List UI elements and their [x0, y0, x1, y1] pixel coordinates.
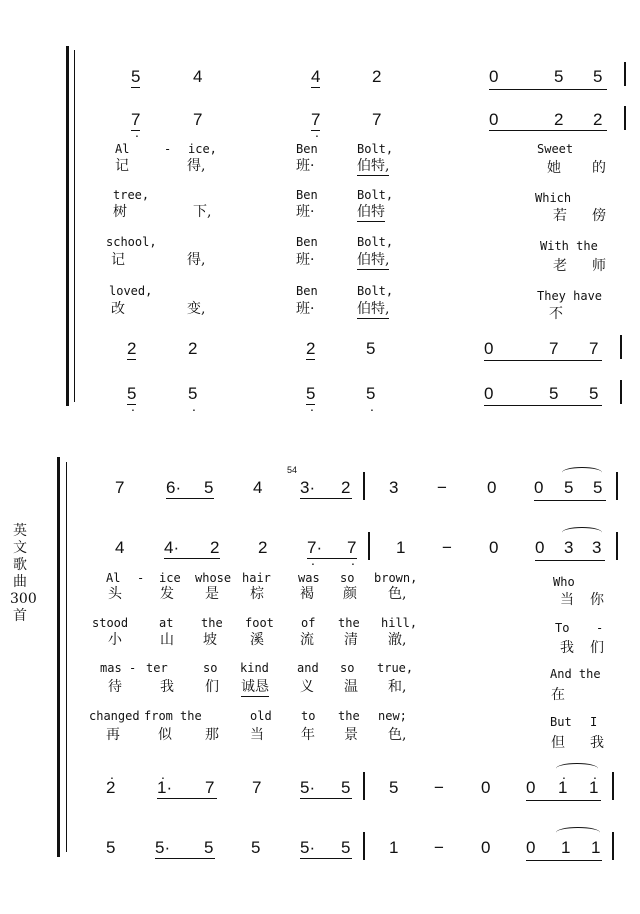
- s2-r3-n4: 7: [252, 778, 262, 797]
- s2-r1-n11: 5: [564, 478, 574, 497]
- s1-v3-en-2: Ben: [296, 235, 318, 249]
- s1-v2-cn-1: 树: [113, 204, 127, 220]
- s1-v4-cn-5: 不: [549, 306, 563, 322]
- s2-v2-en-3: the: [201, 616, 223, 630]
- s2-r2-beam: [535, 560, 605, 561]
- s2-v4-cn-7: 色,: [388, 727, 407, 743]
- s2-r1-bar1: [363, 472, 365, 500]
- s1-r2-n5: 0: [489, 110, 499, 129]
- s1-v1-cn-5: 她: [547, 160, 561, 176]
- s2-r3-bar2: [612, 772, 614, 800]
- s1-r2-barline: [624, 106, 626, 130]
- s2-v4-en-1: changed: [89, 709, 140, 723]
- s2-v4-cn-8: 但: [551, 735, 565, 751]
- s2-r4-n9: 0: [481, 838, 491, 857]
- s2-v3-cn-6: 温: [344, 679, 358, 695]
- s1-r4-beam: [484, 405, 602, 406]
- s2-r2-n1: 4: [115, 538, 125, 557]
- s2-r3-n10: 0: [526, 778, 536, 797]
- s1-v3-en-3: Bolt,: [357, 235, 394, 249]
- s2-r1-n10: 0: [534, 478, 544, 497]
- s2-v1-cn-5: 褐: [300, 586, 314, 602]
- s2-r4-n12: 1: [591, 838, 601, 857]
- s2-v3-cn-2: 我: [160, 679, 174, 695]
- s1-v2-cn-5: 若: [553, 208, 567, 224]
- s2-v1-cn-8: 当: [560, 592, 574, 608]
- s2-r3-n1: . 2: [106, 779, 115, 797]
- s2-r2-n11: 3: [564, 538, 574, 557]
- s2-v2-en-4: foot: [245, 616, 274, 630]
- s2-v2-cn-4: 溪: [250, 632, 264, 648]
- system2-brace: [57, 457, 60, 857]
- s2-r2-n10: 0: [535, 538, 545, 557]
- s2-r4-n5: 5·: [300, 839, 352, 859]
- s2-v3-cn-8: 在: [551, 687, 565, 703]
- s1-v2-en-2: Ben: [296, 188, 318, 202]
- s2-v1-cn-4: 棕: [250, 586, 264, 602]
- s2-v4-cn-1: 再: [106, 727, 120, 743]
- s2-v3-en-1: mas: [100, 661, 122, 675]
- s2-v1-cn-9: 你: [590, 592, 604, 608]
- s2-r1-n6: 2: [341, 478, 351, 497]
- s1-v1-en-5: Bolt,: [357, 142, 394, 156]
- s2-v2-en-8: To: [555, 621, 570, 635]
- s2-r4-n2: 5·: [155, 839, 215, 859]
- s2-r1-n8: −: [437, 478, 447, 497]
- s2-r1-tie: [562, 467, 602, 478]
- s2-v2-cn-9: 们: [590, 640, 604, 656]
- s1-v3-cn-4: 伯特,: [357, 252, 390, 268]
- s1-v4-cn-1: 改: [111, 301, 125, 317]
- s2-v3-en-2: -: [129, 661, 137, 675]
- s1-r3-n4: 5: [366, 339, 376, 358]
- s2-v3-cn-4: 诚恳: [241, 679, 269, 695]
- s2-v2-en-6: the: [338, 616, 360, 630]
- s2-v4-cn-4: 当: [250, 727, 264, 743]
- s2-r4-n10: 0: [526, 838, 536, 857]
- s1-r4-n1: 5 .: [127, 385, 136, 405]
- s1-v1-en-1: Al: [115, 142, 130, 156]
- s2-v2-cn-2: 山: [160, 632, 174, 648]
- s2-v3-en-8: true,: [377, 661, 414, 675]
- s2-r3-n2: . 1·: [157, 779, 217, 799]
- s1-v4-en-4: They have: [537, 289, 603, 303]
- s2-r2-tie: [562, 527, 602, 538]
- s1-v2-en-1: tree,: [113, 188, 150, 202]
- s2-r1-n5: 3·: [300, 479, 352, 499]
- s1-v1-en-2: -: [164, 142, 172, 156]
- s2-v2-en-7: hill,: [381, 616, 418, 630]
- s1-v1-en-4: Ben: [296, 142, 318, 156]
- s2-v3-en-3: ter: [146, 661, 168, 675]
- s1-v3-cn-5: 老: [553, 258, 567, 274]
- s2-r3-n7: 5: [389, 778, 399, 797]
- s1-r1-n2: 4: [193, 67, 203, 86]
- s1-v3-en-4: With the: [540, 239, 598, 253]
- s1-r1-n4: 2: [372, 67, 382, 86]
- s2-v4-en-9: I: [590, 715, 598, 729]
- s2-v3-en-7: so: [340, 661, 355, 675]
- s2-v2-cn-6: 清: [344, 632, 358, 648]
- s2-r2-bar1: [368, 532, 370, 560]
- s2-v3-en-5: kind: [240, 661, 269, 675]
- s2-v2-cn-3: 坡: [203, 632, 217, 648]
- s1-v1-cn-4: 伯特,: [357, 158, 390, 174]
- s1-v3-cn-3: 班·: [296, 252, 315, 268]
- s2-v2-en-2: at: [159, 616, 174, 630]
- s2-v1-en-6: was: [298, 571, 320, 585]
- s2-r4-tie: [556, 827, 600, 838]
- s2-v4-en-4: old: [250, 709, 272, 723]
- s2-v2-en-5: of: [301, 616, 316, 630]
- s1-r3-n7: 7: [589, 339, 599, 358]
- s1-r2-n2: 7: [193, 110, 203, 129]
- s2-v1-en-3: ice: [159, 571, 181, 585]
- s2-v4-cn-5: 年: [301, 727, 315, 743]
- s2-r2-n9: 0: [489, 538, 499, 557]
- s1-r3-barline: [620, 335, 622, 359]
- s1-r1-n1: 5: [131, 67, 141, 86]
- s1-v3-cn-2: 得,: [187, 252, 206, 268]
- s2-r3-n5: 5·: [300, 779, 352, 799]
- s1-v2-cn-2: 下,: [193, 204, 212, 220]
- s1-v4-en-1: loved,: [109, 284, 153, 298]
- s2-r3-tie: [556, 763, 598, 774]
- s2-v4-en-8: But: [550, 715, 572, 729]
- s2-r4-n4: 5: [251, 838, 261, 857]
- s2-v3-cn-5: 义: [300, 679, 314, 695]
- s2-r4-n1: 5: [106, 838, 116, 857]
- s2-r1-bar2: [616, 472, 618, 500]
- s1-r2-n4: 7: [372, 110, 382, 129]
- s1-v3-en-1: school,: [106, 235, 157, 249]
- s2-v1-en-7: so: [340, 571, 355, 585]
- s1-r2-n6: 2: [554, 110, 564, 129]
- s2-v4-cn-6: 景: [344, 727, 358, 743]
- s2-v3-en-4: so: [203, 661, 218, 675]
- s2-v4-en-3: the: [180, 709, 202, 723]
- s2-r4-beam: [526, 860, 602, 861]
- s2-r4-n3: 5: [204, 838, 214, 857]
- s2-v4-en-2: from: [144, 709, 173, 723]
- s2-v3-cn-3: 们: [205, 679, 219, 695]
- s2-v1-en-2: -: [137, 571, 145, 585]
- s2-r2-n8: −: [442, 538, 452, 557]
- s2-v3-en-6: and: [297, 661, 319, 675]
- s2-v1-en-4: whose: [195, 571, 232, 585]
- s2-v4-en-5: to: [301, 709, 316, 723]
- s1-v4-cn-2: 变,: [187, 301, 206, 317]
- s2-r3-n3: 7: [205, 778, 215, 797]
- s1-r2-beam: [489, 130, 607, 131]
- s2-r4-bar1: [363, 832, 365, 860]
- s1-v1-cn-1: 记: [115, 158, 129, 174]
- s1-r1-n5: 0: [489, 67, 499, 86]
- s2-r2-n6: 7 .: [347, 539, 356, 557]
- s1-r4-n6: 5: [549, 384, 559, 403]
- s2-r2-n3: 2: [210, 538, 220, 557]
- s1-r4-n2: 5 .: [188, 385, 197, 403]
- s2-r3-n12: . 1: [589, 779, 598, 797]
- s1-v4-cn-4: 伯特,: [357, 301, 390, 317]
- s1-r3-n5: 0: [484, 339, 494, 358]
- system1-brace-line: [74, 50, 75, 402]
- s2-r2-n12: 3: [592, 538, 602, 557]
- s1-r3-n1: 2: [127, 339, 137, 358]
- s2-r3-n6: 5: [341, 778, 351, 797]
- s1-r1-beam: [489, 89, 607, 90]
- s2-v2-en-1: stood: [92, 616, 129, 630]
- s2-v1-cn-2: 发: [160, 586, 174, 602]
- s1-r1-n6: 5: [554, 67, 564, 86]
- s2-v2-cn-7: 澈,: [388, 632, 407, 648]
- s2-r2-bar2: [616, 532, 618, 560]
- s1-r4-n4: 5 .: [366, 385, 375, 403]
- s1-v2-cn-4: 伯特: [357, 204, 385, 220]
- s2-v4-en-6: the: [338, 709, 360, 723]
- s1-v1-cn-6: 的: [592, 160, 606, 176]
- s2-v2-cn-1: 小: [108, 632, 122, 648]
- s2-v2-cn-8: 我: [560, 640, 574, 656]
- s2-v1-en-9: Who: [553, 575, 575, 589]
- s1-v1-en-6: Sweet: [537, 142, 574, 156]
- s1-v2-en-4: Which: [535, 191, 572, 205]
- s1-r4-barline: [620, 380, 622, 404]
- s1-r1-n7: 5: [593, 67, 603, 86]
- s2-r1-n3: 5: [204, 478, 214, 497]
- s2-v2-en-9: -: [596, 621, 604, 635]
- s2-r2-n2: 4·: [164, 539, 220, 559]
- s2-r3-n11: . 1: [558, 779, 567, 797]
- s2-r2-n4: 2: [258, 538, 268, 557]
- s2-v3-cn-7: 和,: [388, 679, 407, 695]
- s1-r2-n1: 7 .: [131, 111, 140, 131]
- s2-r4-n6: 5: [341, 838, 351, 857]
- s2-v4-cn-3: 那: [205, 727, 219, 743]
- s1-r3-n6: 7: [549, 339, 559, 358]
- s2-v2-cn-5: 流: [300, 632, 314, 648]
- s2-v1-en-5: hair: [242, 571, 271, 585]
- s2-v1-cn-1: 头: [108, 586, 122, 602]
- s2-r1-n9: 0: [487, 478, 497, 497]
- s1-r3-n3: 2: [306, 339, 316, 358]
- s1-v1-cn-3: 班·: [296, 158, 315, 174]
- s2-v1-cn-6: 颜: [343, 586, 357, 602]
- s2-v1-en-1: Al: [106, 571, 121, 585]
- s1-v4-en-2: Ben: [296, 284, 318, 298]
- s1-r2-n7: 2: [593, 110, 603, 129]
- s2-r2-n5: 7· .: [307, 539, 357, 559]
- s2-v3-en-9: And the: [550, 667, 601, 681]
- s1-v4-cn-3: 班·: [296, 301, 315, 317]
- s1-v1-en-3: ice,: [188, 142, 217, 156]
- s2-r4-n8: −: [434, 838, 444, 857]
- s1-v2-en-3: Bolt,: [357, 188, 394, 202]
- s1-r1-barline: [624, 62, 626, 86]
- s2-r4-n11: 1: [561, 838, 571, 857]
- s1-r1-n3: 4: [311, 67, 321, 86]
- system1-brace: [66, 46, 69, 406]
- s1-v2-cn-6: 傍: [592, 208, 606, 224]
- s1-r4-n3: 5 .: [306, 385, 315, 405]
- s2-r1-beam: [534, 500, 606, 501]
- s1-v1-cn-2: 得,: [187, 158, 206, 174]
- s2-r1-n7: 3: [389, 478, 399, 497]
- s2-r1-n4: 4: [253, 478, 263, 497]
- s2-r2-n7: 1: [396, 538, 406, 557]
- side-title: 英文歌曲300首: [10, 523, 37, 624]
- s1-v4-en-3: Bolt,: [357, 284, 394, 298]
- s2-v4-en-7: new;: [378, 709, 407, 723]
- s1-r3-n2: 2: [188, 339, 198, 358]
- s2-v1-cn-7: 色,: [388, 586, 407, 602]
- s2-r1-n12: 5: [593, 478, 603, 497]
- s2-r1-n1: 7: [115, 478, 125, 497]
- s2-v3-cn-1: 待: [108, 679, 122, 695]
- s2-v4-cn-9: 我: [590, 735, 604, 751]
- s2-r1-n2: 6·: [166, 479, 214, 499]
- s2-v1-cn-3: 是: [205, 586, 219, 602]
- s2-r3-n9: 0: [481, 778, 491, 797]
- measure-number: 54: [287, 465, 298, 475]
- s1-v2-cn-3: 班·: [296, 204, 315, 220]
- s2-v1-en-8: brown,: [374, 571, 418, 585]
- s1-v3-cn-6: 师: [592, 258, 606, 274]
- s1-r2-n3: 7 .: [311, 111, 320, 131]
- s2-r4-bar2: [612, 832, 614, 860]
- s2-r4-n7: 1: [389, 838, 399, 857]
- s2-r3-n8: −: [434, 778, 444, 797]
- s2-r3-bar1: [363, 772, 365, 800]
- system2-brace-line: [66, 462, 67, 852]
- s1-r4-n5: 0: [484, 384, 494, 403]
- s1-r3-beam: [484, 360, 602, 361]
- s2-v4-cn-2: 似: [158, 727, 172, 743]
- s1-r4-n7: 5: [589, 384, 599, 403]
- s2-r3-beam: [526, 800, 601, 801]
- s1-v3-cn-1: 记: [111, 252, 125, 268]
